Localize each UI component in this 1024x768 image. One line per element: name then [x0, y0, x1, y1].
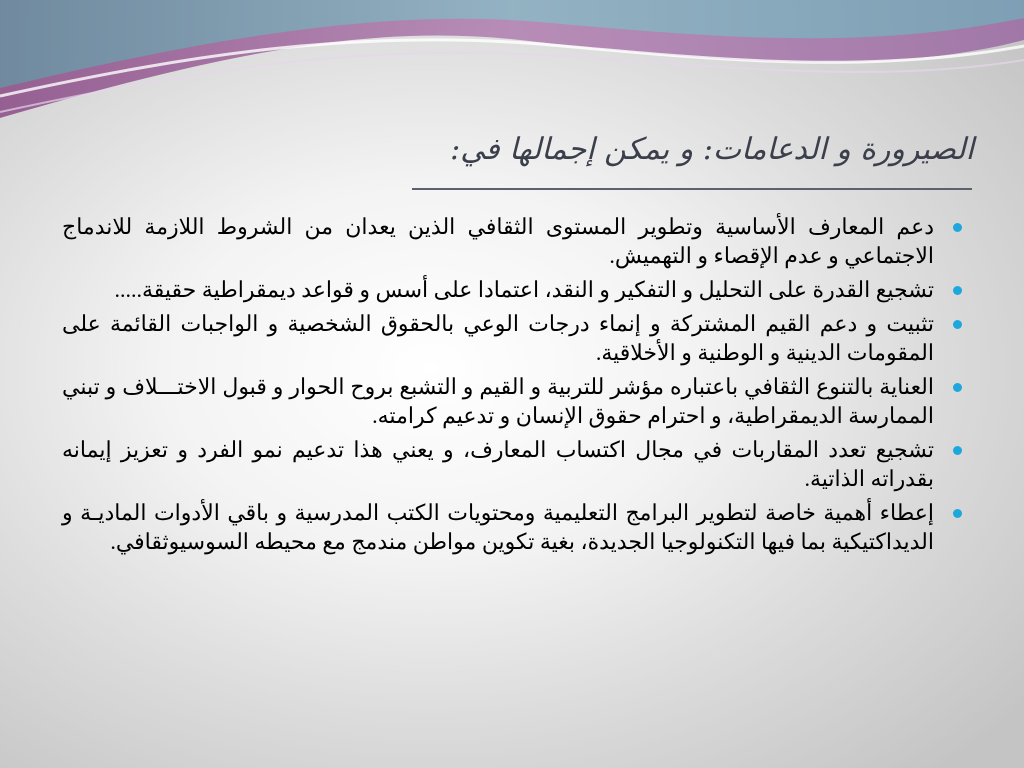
bullet-item	[62, 372, 966, 430]
dot-bullet-icon	[953, 320, 962, 329]
bullet-text: دعم المعارف الأساسية وتطوير المستوى الثقافي الذين يعدان من الشروط اللازمة للاندماج الاجتماعي و عدم الإقصاء و التهميش.	[62, 214, 934, 268]
bullet-list	[62, 212, 966, 561]
slide-title: الصيرورة و الدعامات: و يمكن إجمالها في:	[450, 132, 974, 167]
bullet-text: تشجيع القدرة على التحليل و التفكير و النقد، اعتمادا على أسس و قواعد ديمقراطية حقيقة.....	[114, 277, 934, 302]
bullet-text: إعطاء أهمية خاصة لتطوير البرامج التعليمية ومحتويات الكتب المدرسية و باقي الأدوات الماديـة و الديداكتيكية بما فيها التكنولوجيا الجديدة، بغية تكوين مواطن مندمج مع محيطه السوسيوثقافي.	[62, 500, 935, 554]
bullet-item	[62, 212, 966, 270]
bullet-item	[62, 275, 966, 304]
dot-bullet-icon	[953, 383, 962, 392]
bullet-text: العناية بالتنوع الثقافي باعتباره مؤشر للتربية و القيم و التشبع بروح الحوار و قبول الاختـــلاف و تبني الممارسة الديمقراطية، و احترام حقوق الإنسان و تدعيم كرامته.	[62, 374, 934, 428]
header-wave-decoration	[0, 0, 1024, 140]
bullet-text: تشجيع تعدد المقاربات في مجال اكتساب المعارف، و يعني هذا تدعيم نمو الفرد و تعزيز إيمانه بقدراته الذاتية.	[62, 437, 934, 491]
bullet-item	[62, 309, 966, 367]
dot-bullet-icon	[953, 509, 962, 518]
dot-bullet-icon	[953, 223, 962, 232]
bullet-item	[62, 435, 966, 493]
title-underline	[412, 188, 972, 190]
bullet-item	[62, 498, 966, 556]
dot-bullet-icon	[953, 446, 962, 455]
dot-bullet-icon	[953, 286, 962, 295]
bullet-text: تثبيت و دعم القيم المشتركة و إنماء درجات الوعي بالحقوق الشخصية و الواجبات القائمة على المقومات الدينية و الوطنية و الأخلاقية.	[62, 311, 934, 365]
